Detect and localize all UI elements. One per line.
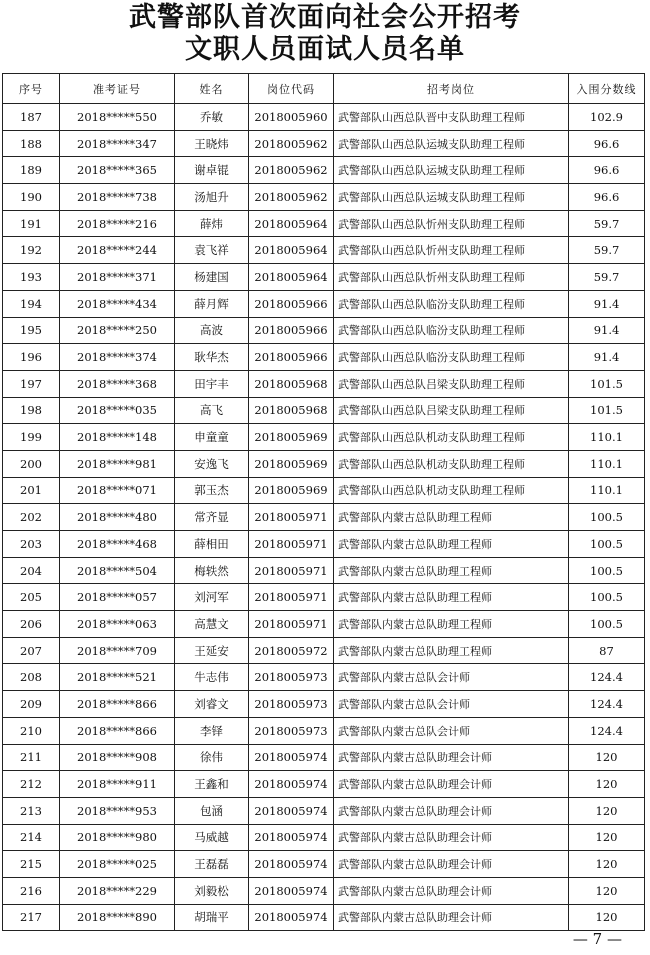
cell-post-code: 2018005971 (249, 584, 334, 611)
cell-post: 武警部队内蒙古总队助理工程师 (334, 531, 569, 558)
cell-name: 胡瑞平 (175, 904, 249, 931)
cell-post-code: 2018005974 (249, 744, 334, 771)
cell-ticket: 2018*****738 (60, 184, 175, 211)
cell-ticket: 2018*****908 (60, 744, 175, 771)
cell-name: 薛月辉 (175, 290, 249, 317)
cell-post-code: 2018005969 (249, 450, 334, 477)
cell-score: 59.7 (569, 237, 645, 264)
cell-score: 96.6 (569, 184, 645, 211)
table-row (3, 210, 645, 237)
table-row (3, 237, 645, 264)
cell-ticket: 2018*****148 (60, 424, 175, 451)
cell-seq: 205 (3, 584, 60, 611)
cell-seq: 188 (3, 130, 60, 157)
cell-post: 武警部队内蒙古总队助理会计师 (334, 877, 569, 904)
cell-post: 武警部队山西总队忻州支队助理工程师 (334, 264, 569, 291)
document-title-line1: 武警部队首次面向社会公开招考 (129, 2, 521, 33)
cell-post: 武警部队山西总队机动支队助理工程师 (334, 424, 569, 451)
table-row (3, 877, 645, 904)
cell-ticket: 2018*****057 (60, 584, 175, 611)
cell-post-code: 2018005962 (249, 184, 334, 211)
cell-post-code: 2018005966 (249, 290, 334, 317)
cell-seq: 217 (3, 904, 60, 931)
cell-post: 武警部队内蒙古总队助理会计师 (334, 824, 569, 851)
cell-post-code: 2018005973 (249, 717, 334, 744)
cell-score: 120 (569, 824, 645, 851)
cell-name: 杨建国 (175, 264, 249, 291)
cell-name: 李铎 (175, 717, 249, 744)
cell-score: 124.4 (569, 664, 645, 691)
cell-post-code: 2018005974 (249, 851, 334, 878)
cell-ticket: 2018*****216 (60, 210, 175, 237)
cell-score: 100.5 (569, 611, 645, 638)
table-row (3, 584, 645, 611)
cell-name: 耿华杰 (175, 344, 249, 371)
cell-post-code: 2018005974 (249, 771, 334, 798)
cell-post: 武警部队内蒙古总队助理工程师 (334, 504, 569, 531)
table-row (3, 744, 645, 771)
cell-post-code: 2018005962 (249, 130, 334, 157)
cell-score: 100.5 (569, 584, 645, 611)
cell-post: 武警部队山西总队忻州支队助理工程师 (334, 210, 569, 237)
cell-score: 91.4 (569, 344, 645, 371)
cell-post-code: 2018005973 (249, 664, 334, 691)
cell-post: 武警部队山西总队忻州支队助理工程师 (334, 237, 569, 264)
cell-post: 武警部队山西总队运城支队助理工程师 (334, 184, 569, 211)
cell-seq: 208 (3, 664, 60, 691)
cell-ticket: 2018*****347 (60, 130, 175, 157)
col-header-post-code: 岗位代码 (249, 74, 334, 104)
table-row (3, 104, 645, 131)
table-row (3, 531, 645, 558)
cell-ticket: 2018*****911 (60, 771, 175, 798)
cell-seq: 214 (3, 824, 60, 851)
table-row (3, 157, 645, 184)
table-row (3, 290, 645, 317)
cell-score: 110.1 (569, 424, 645, 451)
cell-seq: 196 (3, 344, 60, 371)
cell-post-code: 2018005974 (249, 797, 334, 824)
col-header-ticket: 准考证号 (60, 74, 175, 104)
cell-seq: 195 (3, 317, 60, 344)
cell-post: 武警部队内蒙古总队助理会计师 (334, 744, 569, 771)
table-row (3, 691, 645, 718)
cell-post: 武警部队内蒙古总队会计师 (334, 691, 569, 718)
cell-post: 武警部队山西总队吕梁支队助理工程师 (334, 370, 569, 397)
cell-seq: 209 (3, 691, 60, 718)
cell-name: 高慧文 (175, 611, 249, 638)
cell-ticket: 2018*****374 (60, 344, 175, 371)
cell-name: 王鑫和 (175, 771, 249, 798)
cell-seq: 194 (3, 290, 60, 317)
cell-seq: 212 (3, 771, 60, 798)
cell-score: 102.9 (569, 104, 645, 131)
table-row (3, 637, 645, 664)
cell-score: 100.5 (569, 531, 645, 558)
cell-post-code: 2018005971 (249, 611, 334, 638)
cell-name: 马威越 (175, 824, 249, 851)
cell-post: 武警部队内蒙古总队助理会计师 (334, 771, 569, 798)
cell-post: 武警部队山西总队机动支队助理工程师 (334, 477, 569, 504)
cell-post-code: 2018005966 (249, 344, 334, 371)
cell-seq: 198 (3, 397, 60, 424)
cell-post-code: 2018005974 (249, 904, 334, 931)
table-header-row (3, 74, 645, 104)
cell-name: 袁飞祥 (175, 237, 249, 264)
cell-ticket: 2018*****468 (60, 531, 175, 558)
cell-score: 59.7 (569, 210, 645, 237)
cell-seq: 203 (3, 531, 60, 558)
cell-name: 谢卓锟 (175, 157, 249, 184)
cell-ticket: 2018*****244 (60, 237, 175, 264)
cell-post-code: 2018005973 (249, 691, 334, 718)
table-row (3, 664, 645, 691)
cell-post: 武警部队内蒙古总队助理会计师 (334, 797, 569, 824)
table-row (3, 824, 645, 851)
cell-score: 101.5 (569, 370, 645, 397)
cell-post: 武警部队山西总队临汾支队助理工程师 (334, 290, 569, 317)
cell-post: 武警部队山西总队临汾支队助理工程师 (334, 317, 569, 344)
cell-ticket: 2018*****250 (60, 317, 175, 344)
table-row (3, 397, 645, 424)
cell-post: 武警部队内蒙古总队会计师 (334, 717, 569, 744)
table-row (3, 264, 645, 291)
cell-score: 100.5 (569, 557, 645, 584)
cell-name: 王晓炜 (175, 130, 249, 157)
cell-post: 武警部队内蒙古总队助理会计师 (334, 904, 569, 931)
cell-seq: 211 (3, 744, 60, 771)
table-row (3, 904, 645, 931)
cell-seq: 215 (3, 851, 60, 878)
cell-ticket: 2018*****229 (60, 877, 175, 904)
cell-name: 申童童 (175, 424, 249, 451)
table-row (3, 851, 645, 878)
cell-post: 武警部队山西总队吕梁支队助理工程师 (334, 397, 569, 424)
cell-score: 91.4 (569, 317, 645, 344)
table-row (3, 344, 645, 371)
cell-seq: 204 (3, 557, 60, 584)
table-row (3, 317, 645, 344)
cell-post: 武警部队内蒙古总队助理会计师 (334, 851, 569, 878)
cell-seq: 193 (3, 264, 60, 291)
cell-ticket: 2018*****434 (60, 290, 175, 317)
cell-ticket: 2018*****981 (60, 450, 175, 477)
cell-post-code: 2018005964 (249, 237, 334, 264)
cell-ticket: 2018*****521 (60, 664, 175, 691)
cell-post: 武警部队山西总队临汾支队助理工程师 (334, 344, 569, 371)
cell-score: 120 (569, 904, 645, 931)
cell-seq: 207 (3, 637, 60, 664)
cell-post-code: 2018005971 (249, 557, 334, 584)
cell-post-code: 2018005960 (249, 104, 334, 131)
cell-post: 武警部队山西总队晋中支队助理工程师 (334, 104, 569, 131)
cell-post-code: 2018005968 (249, 370, 334, 397)
table-row (3, 771, 645, 798)
cell-seq: 191 (3, 210, 60, 237)
table-row (3, 557, 645, 584)
cell-ticket: 2018*****480 (60, 504, 175, 531)
cell-name: 王磊磊 (175, 851, 249, 878)
cell-post: 武警部队山西总队运城支队助理工程师 (334, 130, 569, 157)
cell-name: 徐伟 (175, 744, 249, 771)
cell-post: 武警部队山西总队运城支队助理工程师 (334, 157, 569, 184)
table-row (3, 130, 645, 157)
cell-post-code: 2018005968 (249, 397, 334, 424)
cell-seq: 187 (3, 104, 60, 131)
cell-post: 武警部队内蒙古总队助理工程师 (334, 584, 569, 611)
cell-ticket: 2018*****890 (60, 904, 175, 931)
cell-ticket: 2018*****709 (60, 637, 175, 664)
cell-name: 常齐显 (175, 504, 249, 531)
cell-seq: 190 (3, 184, 60, 211)
cell-post: 武警部队内蒙古总队助理工程师 (334, 557, 569, 584)
cell-ticket: 2018*****371 (60, 264, 175, 291)
cell-post: 武警部队内蒙古总队助理工程师 (334, 637, 569, 664)
cell-score: 87 (569, 637, 645, 664)
cell-name: 刘毅松 (175, 877, 249, 904)
col-header-post: 招考岗位 (334, 74, 569, 104)
cell-name: 乔敏 (175, 104, 249, 131)
cell-post-code: 2018005964 (249, 264, 334, 291)
cell-post-code: 2018005971 (249, 504, 334, 531)
cell-ticket: 2018*****550 (60, 104, 175, 131)
cell-name: 安逸飞 (175, 450, 249, 477)
cell-name: 郭玉杰 (175, 477, 249, 504)
cell-seq: 189 (3, 157, 60, 184)
cell-score: 120 (569, 797, 645, 824)
cell-seq: 216 (3, 877, 60, 904)
cell-post-code: 2018005972 (249, 637, 334, 664)
table-row (3, 184, 645, 211)
table-row (3, 424, 645, 451)
cell-name: 梅轶然 (175, 557, 249, 584)
table-row (3, 611, 645, 638)
col-header-seq: 序号 (3, 74, 60, 104)
cell-name: 刘河军 (175, 584, 249, 611)
cell-name: 刘睿文 (175, 691, 249, 718)
table-row (3, 717, 645, 744)
cell-ticket: 2018*****365 (60, 157, 175, 184)
table-row (3, 370, 645, 397)
cell-post-code: 2018005964 (249, 210, 334, 237)
table-body (3, 104, 645, 931)
cell-ticket: 2018*****368 (60, 370, 175, 397)
cell-ticket: 2018*****953 (60, 797, 175, 824)
cell-post: 武警部队山西总队机动支队助理工程师 (334, 450, 569, 477)
table-row (3, 477, 645, 504)
cell-ticket: 2018*****866 (60, 717, 175, 744)
cell-score: 120 (569, 877, 645, 904)
cell-seq: 202 (3, 504, 60, 531)
cell-score: 91.4 (569, 290, 645, 317)
cell-score: 101.5 (569, 397, 645, 424)
cell-post-code: 2018005974 (249, 877, 334, 904)
cell-score: 110.1 (569, 477, 645, 504)
cell-name: 汤旭升 (175, 184, 249, 211)
cell-score: 96.6 (569, 157, 645, 184)
col-header-score: 入围分数线 (569, 74, 645, 104)
cell-ticket: 2018*****866 (60, 691, 175, 718)
cell-post-code: 2018005974 (249, 824, 334, 851)
page-number: — 7 — (572, 930, 622, 948)
cell-score: 96.6 (569, 130, 645, 157)
cell-score: 120 (569, 771, 645, 798)
cell-score: 100.5 (569, 504, 645, 531)
cell-score: 120 (569, 744, 645, 771)
cell-score: 124.4 (569, 691, 645, 718)
cell-post-code: 2018005971 (249, 531, 334, 558)
cell-score: 120 (569, 851, 645, 878)
cell-ticket: 2018*****980 (60, 824, 175, 851)
cell-name: 薛相田 (175, 531, 249, 558)
cell-seq: 199 (3, 424, 60, 451)
cell-post: 武警部队内蒙古总队助理工程师 (334, 611, 569, 638)
cell-post-code: 2018005962 (249, 157, 334, 184)
table-row (3, 504, 645, 531)
cell-seq: 197 (3, 370, 60, 397)
candidate-table (2, 73, 645, 931)
cell-seq: 206 (3, 611, 60, 638)
cell-name: 王延安 (175, 637, 249, 664)
cell-name: 高飞 (175, 397, 249, 424)
cell-ticket: 2018*****035 (60, 397, 175, 424)
cell-post-code: 2018005969 (249, 477, 334, 504)
cell-name: 牛志伟 (175, 664, 249, 691)
cell-post-code: 2018005966 (249, 317, 334, 344)
cell-ticket: 2018*****063 (60, 611, 175, 638)
cell-score: 110.1 (569, 450, 645, 477)
cell-seq: 210 (3, 717, 60, 744)
document-title-line2: 文职人员面试人员名单 (185, 34, 465, 65)
table-row (3, 797, 645, 824)
cell-seq: 200 (3, 450, 60, 477)
cell-score: 59.7 (569, 264, 645, 291)
cell-seq: 213 (3, 797, 60, 824)
table-row (3, 450, 645, 477)
cell-name: 田宇丰 (175, 370, 249, 397)
cell-name: 薛炜 (175, 210, 249, 237)
cell-post: 武警部队内蒙古总队会计师 (334, 664, 569, 691)
cell-ticket: 2018*****025 (60, 851, 175, 878)
cell-seq: 192 (3, 237, 60, 264)
cell-name: 高波 (175, 317, 249, 344)
cell-score: 124.4 (569, 717, 645, 744)
cell-name: 包涵 (175, 797, 249, 824)
cell-seq: 201 (3, 477, 60, 504)
cell-ticket: 2018*****071 (60, 477, 175, 504)
cell-post-code: 2018005969 (249, 424, 334, 451)
col-header-name: 姓名 (175, 74, 249, 104)
cell-ticket: 2018*****504 (60, 557, 175, 584)
